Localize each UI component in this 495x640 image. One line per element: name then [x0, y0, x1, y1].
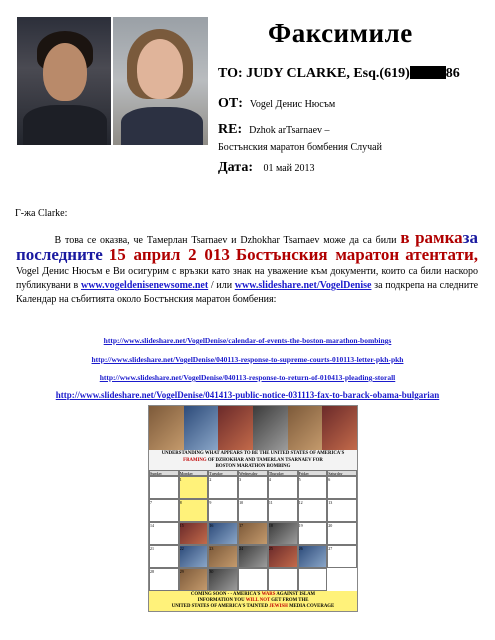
re-row: [218, 122, 330, 138]
calendar-day-cell: 3: [238, 476, 268, 499]
poster-photo: [149, 406, 184, 450]
poster-foot-2: INFORMATION YOU: [197, 598, 245, 603]
emphasis-marathon: Бостънския маратон: [235, 245, 400, 264]
calendar-day-cell: 28: [149, 568, 179, 591]
body-text-1: Vogel Денис Нюсъм е Ви осигурим с връзки като знак на уважение към документи, които са били наскоро публикувани в: [16, 266, 478, 291]
calendar-day-cell: 19: [298, 522, 328, 545]
link-row-1: [0, 330, 495, 348]
calendar-poster: [148, 405, 358, 612]
re-line1: Dzhok arTsarnaev –: [249, 125, 330, 136]
poster-heading-line1: UNDERSTANDING WHAT APPEARS TO BE THE UNITED STATES OF AMERICA'S: [161, 451, 345, 456]
calendar-day-cell: 17: [238, 522, 268, 545]
poster-heading-line2: OF DZHOKHAR AND TAMERLAN TSARNAEV FOR: [207, 457, 323, 463]
poster-photo: [218, 406, 253, 450]
poster-foot-2b: GET FROM THE: [271, 598, 309, 603]
calendar-weekday: Thursday: [268, 470, 298, 476]
to-name: JUDY CLARKE, Esq.(619): [246, 66, 410, 81]
salutation: Г-жа Clarke:: [15, 208, 68, 219]
link-slideshare[interactable]: www.slideshare.net/VogelDenise: [234, 280, 372, 291]
calendar-day-cell: 6: [327, 476, 357, 499]
body-text-2: / или: [210, 280, 233, 291]
intro-text: В това се оказва, че Тамерлан Tsarnaev и Dzhokhar Tsarnaev може да са били: [54, 235, 397, 246]
fax-title: Факсимиле: [268, 18, 413, 48]
calendar-day-cell: 15: [179, 522, 209, 545]
re-label: RE:: [218, 122, 243, 137]
calendar-day-cell: 7: [149, 499, 179, 522]
poster-heading-line3: BOSTON MARATHON BOMBING: [215, 464, 291, 469]
poster-heading-red: FRAMING: [183, 457, 207, 463]
poster-heading: [149, 450, 357, 470]
link-public-notice[interactable]: http://www.slideshare.net/VogelDenise/041413-public-notice-031113-fax-to-barack-obama-bulgarian: [55, 390, 440, 400]
from-value: Vogel Денис Нюсъм: [249, 99, 336, 110]
calendar-day-cell: 29: [179, 568, 209, 591]
emphasis-bombings: атентати,: [405, 245, 478, 264]
link-row-2: [0, 349, 495, 367]
calendar-weekday: Monday: [179, 470, 209, 476]
date-value: 01 май 2013: [263, 163, 315, 174]
calendar-day-cell: 9: [208, 499, 238, 522]
calendar-day-cell: 25: [268, 545, 298, 568]
poster-foot-red-2: WILL NOT: [245, 598, 271, 603]
re-row-2: [218, 139, 382, 155]
calendar-day-cell: 8: [179, 499, 209, 522]
to-row: [218, 66, 460, 82]
body-paragraph: [16, 228, 479, 307]
poster-photo: [322, 406, 357, 450]
emphasis-for: за: [462, 228, 479, 247]
link-row-4: [0, 385, 495, 403]
calendar-weekday: Friday: [298, 470, 328, 476]
calendar-day-cell: [238, 568, 268, 591]
calendar-day-cell: 12: [298, 499, 328, 522]
calendar-day-cell: 26: [298, 545, 328, 568]
from-label: ОТ:: [218, 96, 243, 111]
calendar-day-cell: 4: [268, 476, 298, 499]
calendar-day-cell: 24: [238, 545, 268, 568]
poster-photo: [288, 406, 323, 450]
emphasis-framed: в рамка: [400, 228, 463, 247]
re-line2: Бостънския маратон бомбения Случай: [218, 142, 382, 153]
body-text-3: за подкрепа на следните Календар на събитията около Бостънския маратон бомбения:: [16, 280, 479, 305]
poster-footer: [149, 591, 357, 611]
calendar-day-cell: 10: [238, 499, 268, 522]
calendar-day-cell: 23: [208, 545, 238, 568]
calendar-weekday: Saturday: [327, 470, 357, 476]
link-row-3: [0, 367, 495, 385]
poster-photo-strip: [149, 406, 357, 450]
calendar-day-cell: 1: [179, 476, 209, 499]
photo-judy-clarke: [113, 17, 208, 145]
redaction-bar: [410, 66, 446, 79]
poster-foot-1: COMING SOON - - AMERICA'S: [190, 592, 261, 597]
poster-foot-3: UNITED STATES OF AMERICA'S TAINTED: [171, 604, 268, 609]
emphasis-last: последните: [16, 245, 103, 264]
calendar-day-cell: [268, 568, 298, 591]
to-label: TO:: [218, 66, 243, 81]
calendar-day-cell: 11: [268, 499, 298, 522]
calendar-day-cell: 18: [268, 522, 298, 545]
calendar-day-cell: 2: [208, 476, 238, 499]
from-row: [218, 96, 335, 112]
calendar-day-cell: 30: [208, 568, 238, 591]
calendar-day-cell: 20: [327, 522, 357, 545]
link-response-return[interactable]: http://www.slideshare.net/VogelDenise/040113-response-to-return-of-010413-pleading-storall: [99, 373, 396, 382]
calendar-day-cell: [149, 476, 179, 499]
calendar-weekday: Tuesday: [208, 470, 238, 476]
poster-photo: [253, 406, 288, 450]
calendar-day-cell: 27: [327, 545, 357, 568]
date-label: Дата:: [218, 160, 253, 175]
calendar-weekday: Sunday: [149, 470, 179, 476]
calendar-day-cell: 21: [149, 545, 179, 568]
poster-foot-3b: MEDIA COVERAGE: [289, 604, 335, 609]
calendar-day-cell: [298, 568, 328, 591]
poster-foot-1b: AGAINST ISLAM: [276, 592, 316, 597]
calendar-day-cell: 22: [179, 545, 209, 568]
date-row: [218, 160, 315, 176]
calendar-weekday: Wednesday: [238, 470, 268, 476]
calendar-day-cell: 13: [327, 499, 357, 522]
poster-foot-red-3: JEWISH: [269, 604, 288, 609]
link-calendar-of-events[interactable]: http://www.slideshare.net/VogelDenise/calendar-of-events-the-boston-marathon-bombings: [103, 336, 392, 345]
emphasis-date: 15 април 2 013: [108, 245, 230, 264]
poster-foot-red-1: WARS: [261, 592, 276, 597]
calendar-day-cell: 14: [149, 522, 179, 545]
poster-photo: [184, 406, 219, 450]
calendar-day-cell: 5: [298, 476, 328, 499]
calendar-grid: [149, 470, 357, 591]
calendar-day-cell: 16: [208, 522, 238, 545]
photo-dzhokhar: [17, 17, 111, 145]
link-response-supreme-court[interactable]: http://www.slideshare.net/VogelDenise/040113-response-to-supreme-courts-010113-letter-pkh-pkh: [91, 355, 404, 364]
to-phone-tail: 86: [445, 66, 460, 81]
link-vogeldenisenewsome[interactable]: www.vogeldenisenewsome.net: [80, 280, 209, 291]
